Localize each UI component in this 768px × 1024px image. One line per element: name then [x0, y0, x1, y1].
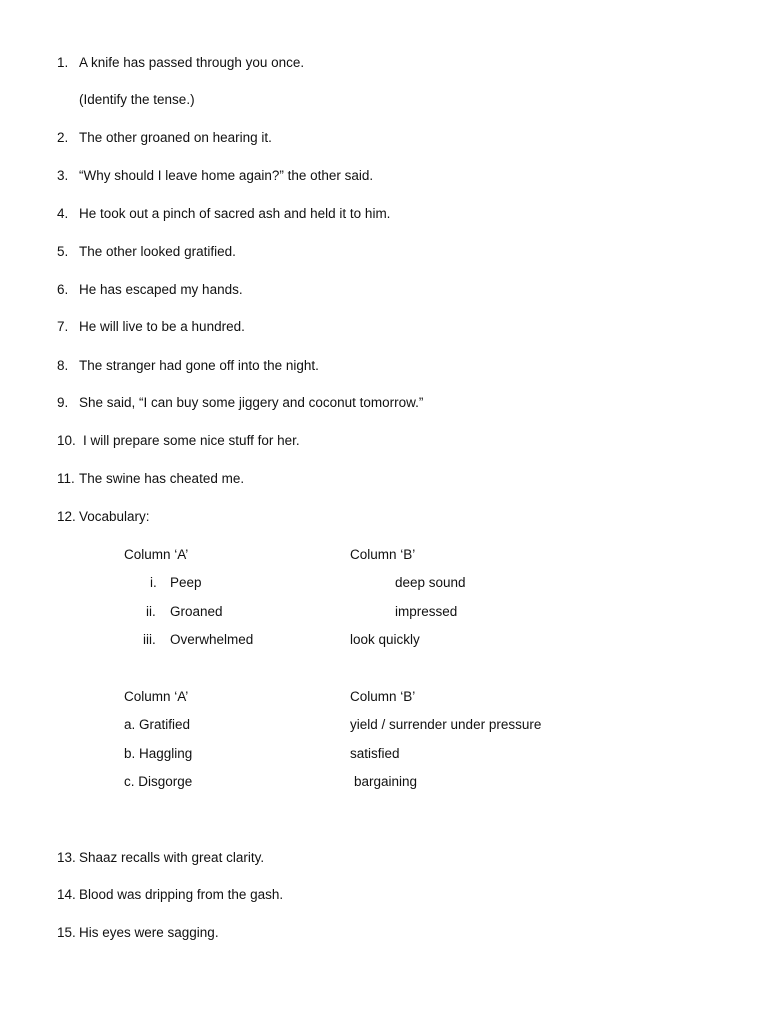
- vocab-row-marker: iii.: [143, 632, 156, 647]
- question-text: His eyes were sagging.: [79, 925, 219, 940]
- question-text: Vocabulary:: [79, 509, 150, 524]
- vocab-meaning: look quickly: [350, 632, 420, 647]
- question-number: 9.: [57, 395, 69, 410]
- question-text: He took out a pinch of sacred ash and held it to him.: [79, 206, 391, 221]
- vocab-meaning: deep sound: [395, 575, 466, 590]
- vocab-word: Peep: [170, 575, 202, 590]
- question-number: 4.: [57, 206, 69, 221]
- question-text: The stranger had gone off into the night.: [79, 358, 319, 373]
- vocab-meaning: satisfied: [350, 746, 400, 761]
- question-text: A knife has passed through you once.: [79, 55, 305, 70]
- question-text: The other looked gratified.: [79, 244, 236, 259]
- question-text: The swine has cheated me.: [79, 471, 245, 486]
- vocab-word: c. Disgorge: [124, 774, 193, 789]
- vocab-row-marker: ii.: [146, 604, 156, 619]
- vocab-word: Overwhelmed: [170, 632, 254, 647]
- vocab-column-b-header: Column ‘B’: [350, 547, 416, 562]
- question-number: 7.: [57, 319, 69, 334]
- question-number: 1.: [57, 55, 69, 70]
- vocab-column-b-header: Column ‘B’: [350, 689, 416, 704]
- question-note: (Identify the tense.): [79, 92, 195, 107]
- question-text: He has escaped my hands.: [79, 282, 243, 297]
- question-text: Blood was dripping from the gash.: [79, 887, 284, 902]
- vocab-meaning: impressed: [395, 604, 458, 619]
- question-text: The other groaned on hearing it.: [79, 130, 272, 145]
- question-number: 11.: [57, 471, 75, 486]
- vocab-word: Groaned: [170, 604, 223, 619]
- question-number: 12.: [57, 509, 76, 524]
- question-number: 5.: [57, 244, 69, 259]
- question-number: 2.: [57, 130, 69, 145]
- question-text: Shaaz recalls with great clarity.: [79, 850, 265, 865]
- question-text: She said, “I can buy some jiggery and coconut tomorrow.”: [79, 395, 424, 410]
- vocab-row-marker: i.: [150, 575, 157, 590]
- vocab-meaning: bargaining: [354, 774, 418, 789]
- question-text: “Why should I leave home again?” the other said.: [79, 168, 374, 183]
- question-number: 14.: [57, 887, 76, 902]
- question-number: 3.: [57, 168, 69, 183]
- vocab-meaning: yield / surrender under pressure: [350, 717, 542, 732]
- question-number: 6.: [57, 282, 69, 297]
- question-number: 10.: [57, 433, 76, 448]
- question-number: 8.: [57, 358, 69, 373]
- question-text: I will prepare some nice stuff for her.: [83, 433, 300, 448]
- question-text: He will live to be a hundred.: [79, 319, 245, 334]
- question-number: 13.: [57, 850, 76, 865]
- vocab-column-a-header: Column ‘A’: [124, 547, 189, 562]
- vocab-word: a. Gratified: [124, 717, 191, 732]
- vocab-word: b. Haggling: [124, 746, 193, 761]
- question-number: 15.: [57, 925, 76, 940]
- vocab-column-a-header: Column ‘A’: [124, 689, 189, 704]
